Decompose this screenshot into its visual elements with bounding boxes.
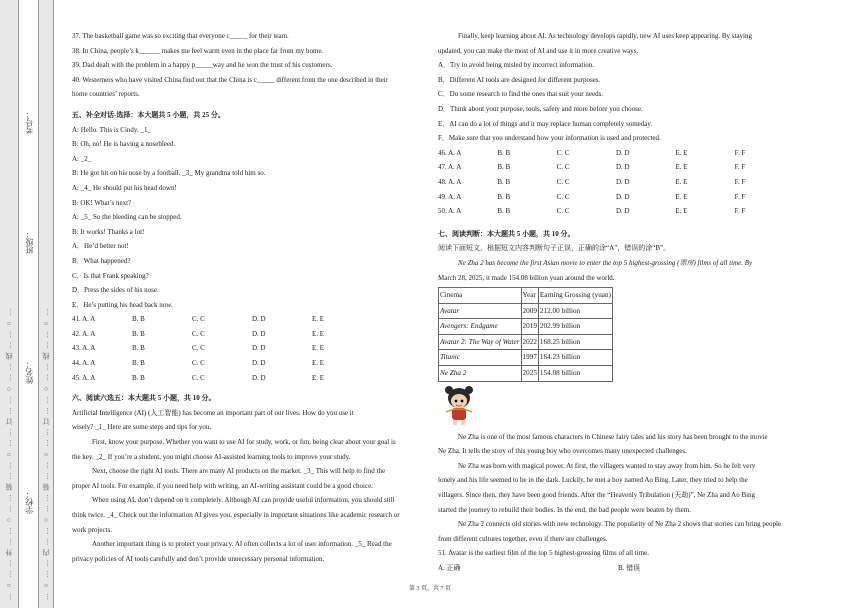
table-cell: Avatar 2: The Way of Water [439, 334, 522, 350]
answer-choice[interactable]: B. B [132, 373, 145, 382]
dialogue-line: A: _5_ So the bleeding can be stopped. [72, 213, 182, 222]
option-a: A．He’d better not! [72, 242, 129, 251]
dialogue-line: A: Hello. This is Cindy. _1_ [72, 125, 151, 134]
passage-line: Ne Zha was born with magical power. At first, the villagers wanted to stay away from him. So he felt very [458, 461, 756, 470]
passage-line: Ne Zha. It tells the story of this young boy who overcomes many unexpected challenges. [438, 447, 687, 456]
table-header-cell: Cinema [439, 288, 522, 304]
answer-choice[interactable]: 41. A. A [72, 315, 96, 324]
answer-row [438, 204, 794, 219]
outer-binding-line: … ○ … … 外 … … ○ … … 装 … … ○ … … 订 … … ○ … … 线 … … ○ … [5, 307, 13, 600]
answer-choice[interactable]: 43. A. A [72, 344, 96, 353]
name-label: 姓名： [25, 360, 34, 384]
dialogue-line: B: OK! What’s next? [72, 198, 132, 207]
answer-choice[interactable]: 42. A. A [72, 329, 96, 338]
answer-choice[interactable]: F. F [734, 163, 746, 172]
answer-choice[interactable]: D. D [252, 344, 266, 353]
answer-choice[interactable]: D. D [252, 329, 266, 338]
passage-line: started the journey to rebuild their bodies. In the end, the bad people were beaten by them. [438, 505, 691, 514]
option-e: E．AI can do a lot of things and it may replace human completely someday. [438, 119, 653, 128]
answer-choice[interactable]: C. C [192, 359, 205, 368]
school-label: 学校： [25, 490, 34, 514]
option-f: F．Make sure that you understand how your information is used and protected. [438, 134, 661, 143]
answer-choice[interactable]: B. B [497, 148, 511, 157]
answer-choice[interactable]: C. C [192, 315, 205, 324]
answer-row [72, 312, 422, 327]
table-row [439, 350, 613, 366]
answer-choice[interactable]: B. B [497, 207, 511, 216]
passage-line: March 28, 2025, it made 154.08 billion yuan around the world. [438, 273, 615, 282]
answer-choice[interactable]: E. E [675, 148, 688, 157]
reading-line: work projects. [72, 525, 113, 534]
answer-choice[interactable]: E. E [675, 207, 688, 216]
answer-choice[interactable]: 49. A. A [438, 192, 462, 201]
table-row [439, 334, 613, 350]
section-6-title: 六、阅读六选五：本大题共 5 小题，共 10 分。 [72, 394, 216, 403]
answer-choice[interactable]: 47. A. A [438, 163, 462, 172]
reading-line: the key. _2_ If you’re a student, you might choose AI-assisted learning tools to improve your study. [72, 452, 351, 461]
reading-line: Artificial Intelligence (AI) (人工智能) has become an important part of our lives. How do you use it [72, 408, 354, 417]
intro-text: Ne Zha 2 has become the first Asian movie to enter the top 5 highest-grossing (票房) films of all time. By [458, 258, 753, 267]
answer-choice[interactable]: C. C [556, 148, 570, 157]
table-cell: 1997 [521, 350, 538, 366]
answer-choice[interactable]: D. D [615, 163, 630, 172]
answer-choice[interactable]: E. E [675, 177, 688, 186]
answer-choice[interactable]: B. B [132, 329, 145, 338]
question-51: 51. Avatar is the earliest film of the top 5 highest-grossing films of all time. [438, 549, 649, 558]
instructions: 阅读下面短文，根据短文内容判断句子正误，正确的涂“A”，错误的涂“B”。 [438, 244, 671, 253]
answer-choice[interactable]: C. C [192, 344, 205, 353]
table-cell: 2025 [521, 366, 538, 382]
question-39: 39. Dad dealt with the problem in a happy p_____way and he won the trust of his customers. [72, 61, 333, 70]
table-header-cell: Year [521, 288, 538, 304]
dialogue-line: B: Oh, no! He is having a nosebleed. [72, 140, 176, 149]
answer-choice[interactable]: F. F [734, 177, 746, 186]
passage-line: Ne Zha is one of the most famous characters in Chinese fairy tales and his story has been brought to the movie [458, 432, 768, 441]
table-cell: 212.00 billion [538, 303, 612, 319]
answer-row [438, 175, 794, 190]
answer-choice[interactable]: C. C [192, 329, 205, 338]
answer-row [438, 160, 794, 175]
answer-choice[interactable]: D. D [615, 148, 630, 157]
answer-choice[interactable]: F. F [734, 192, 746, 201]
reading-line: privacy policies of AI tools carefully and don’t provide unnecessary personal information. [72, 554, 325, 563]
table-row [439, 319, 613, 335]
passage-line: Ne Zha 2 connects old stories with new technology. The popularity of Ne Zha 2 shows that stories can bring people [458, 520, 782, 529]
answer-choice[interactable]: 46. A. A [438, 148, 462, 157]
answer-choice[interactable]: D. D [615, 177, 630, 186]
answer-choice[interactable]: C. C [556, 207, 570, 216]
answer-choice[interactable]: F. F [734, 148, 746, 157]
answer-row [438, 190, 794, 205]
table-cell: 202.99 billion [538, 319, 612, 335]
answer-grid-41-45 [72, 312, 422, 385]
option-e: E．He’s putting his head back now. [72, 300, 173, 309]
passage-line [438, 256, 794, 271]
answer-choice[interactable]: E. E [312, 359, 325, 368]
option-b: B．What happened? [72, 256, 131, 265]
answer-row [72, 327, 422, 342]
reading-line: First, know your purpose. Whether you want to use AI for study, work, or fun, being clear about your goal is [92, 438, 396, 447]
answer-choice[interactable]: D. D [615, 192, 630, 201]
answer-choice[interactable]: B. B [497, 163, 511, 172]
table-cell: 154.08 billion [538, 366, 612, 382]
answer-choice[interactable]: D. D [252, 315, 266, 324]
reading-line: Another important thing is to protect your privacy. AI often collects a lot of user information. _5_ Read the [92, 540, 392, 549]
answer-row [438, 146, 794, 161]
answer-choice[interactable]: B. B [132, 359, 145, 368]
table-row [439, 303, 613, 319]
answer-choice[interactable]: C. C [192, 373, 205, 382]
answer-choice[interactable]: 45. A. A [72, 373, 96, 382]
option-d: D．Press the sides of his nose. [72, 286, 159, 295]
question-37: 37. The basketball game was so exciting that everyone c_____ for their team. [72, 32, 289, 40]
question-51-options [438, 561, 794, 576]
answer-choice[interactable]: D. D [615, 207, 630, 216]
reading-line: wisely? _1_ Here are some steps and tips for you. [72, 423, 212, 432]
answer-choice[interactable]: B. B [497, 192, 511, 201]
answer-choice[interactable]: 50. A. A [438, 207, 462, 216]
answer-row [72, 356, 422, 371]
option-c: C．Is that Frank speaking? [72, 271, 149, 280]
answer-choice[interactable]: D. D [252, 359, 266, 368]
answer-choice[interactable]: E. E [312, 344, 325, 353]
answer-row [72, 341, 422, 356]
question-38: 38. In China, people’s k______ makes me feel warm even in the place far from my home. [72, 46, 324, 55]
answer-choice[interactable]: E. E [312, 329, 325, 338]
answer-choice[interactable]: B. B [132, 344, 145, 353]
table-row [439, 366, 613, 382]
dialogue-line: A: _4_ He should put his head down! [72, 183, 177, 192]
reading-line: Finally, keep learning about AI. As technology develops rapidly, new AI uses keep appearing. By staying [458, 32, 752, 40]
right-column [438, 0, 794, 576]
option-b: B．Different AI tools are designed for different purposes. [438, 75, 601, 84]
option-a: A．Try to avoid being misled by incorrect information. [438, 61, 595, 70]
table-cell: Titanic [439, 350, 522, 366]
answer-choice[interactable]: E. E [312, 373, 325, 382]
table-cell: Ne Zha 2 [439, 366, 522, 382]
reading-line: Next, choose the right AI tools. There are many AI products on the market. _3_ This will help to find the [92, 467, 386, 476]
question-40: 40. Westerners who have visited China find out that the China is c_____ different from the one described in their [72, 75, 389, 84]
exam-no-label: 考号： [25, 110, 34, 134]
answer-choice[interactable]: F. F [734, 207, 746, 216]
table-cell: Avengers: Endgame [439, 319, 522, 335]
answer-choice[interactable]: E. E [675, 163, 688, 172]
table-cell: 168.25 billion [538, 334, 612, 350]
option-true[interactable]: A. 正确 [438, 564, 461, 572]
passage-line: lonely and his life seemed to be in the dark. Luckily, he met a boy named Ao Bing. Later, they tried to help the [438, 476, 748, 485]
reading-line: updated, you can make the most of AI and use it in more creative ways. [438, 46, 639, 55]
answer-choice[interactable]: E. E [312, 315, 325, 324]
option-c: C．Do some research to find the ones that suit your needs. [438, 90, 604, 99]
answer-row [72, 371, 422, 386]
table-header-cell: Earning Grossing (yuan) [538, 288, 612, 304]
nezha-character-image [440, 384, 478, 426]
section-5-title: 五、补全对话-选择：本大题共 5 小题，共 25 分。 [72, 110, 225, 119]
answer-choice[interactable]: B. B [497, 177, 511, 186]
table-cell: Avatar [439, 303, 522, 319]
answer-choice[interactable]: D. D [252, 373, 266, 382]
class-label: 班级： [25, 230, 34, 254]
dialogue-line: B: It works! Thanks a lot! [72, 227, 145, 236]
box-office-table [438, 287, 613, 382]
left-column [72, 0, 422, 566]
table-cell: 164.23 billion [538, 350, 612, 366]
answer-choice[interactable]: C. C [556, 192, 570, 201]
section-7-title: 七、阅读判断：本大题共 5 小题，共 10 分。 [438, 229, 575, 238]
answer-choice[interactable]: 48. A. A [438, 177, 462, 186]
page-footer: 第 3 页，共 7 页 [408, 586, 451, 592]
table-cell: 2019 [521, 319, 538, 335]
question-40-cont: home countries’ reports. [72, 90, 140, 99]
table-cell: 2022 [521, 334, 538, 350]
dialogue-line: B: He got hit on his nose by a football. _3_ My grandma told him so. [72, 169, 266, 178]
passage-line: from different cultures together, even if there are challenges. [438, 534, 608, 543]
reading-line: think twice. _4_ Check out the information AI gives you, especially in important situations like academic research or [72, 511, 400, 519]
answer-choice[interactable]: B. B [132, 315, 145, 324]
reading-line: proper AI tools. For example, if you need help with writing, an AI-writing assistant could be a good choice. [72, 481, 373, 490]
option-d: D．Think about your purpose, tools, safety and more before you choose. [438, 104, 643, 113]
answer-choice[interactable]: C. C [556, 163, 570, 172]
reading-line: When using AI, don’t depend on it completely. Although AI can provide useful information, you should still [92, 496, 395, 505]
answer-choice[interactable]: E. E [675, 192, 688, 201]
dialogue-line: A: _2_ [72, 154, 92, 163]
answer-choice[interactable]: C. C [556, 177, 570, 186]
answer-grid-46-50 [438, 146, 794, 219]
inner-binding-line: … ○ … … 内 … … ○ … … 装 … … ○ … … 订 … … ○ … … 线 … … ○ … [42, 307, 50, 600]
answer-choice[interactable]: 44. A. A [72, 359, 96, 368]
passage-line: villagers. Since then, they have been good friends. After the “Heavenly Tribulation (天劫)”, Ne Zha and Ao Bing [438, 491, 756, 500]
table-cell: 2009 [521, 303, 538, 319]
option-false[interactable]: B. 错误 [618, 564, 641, 572]
